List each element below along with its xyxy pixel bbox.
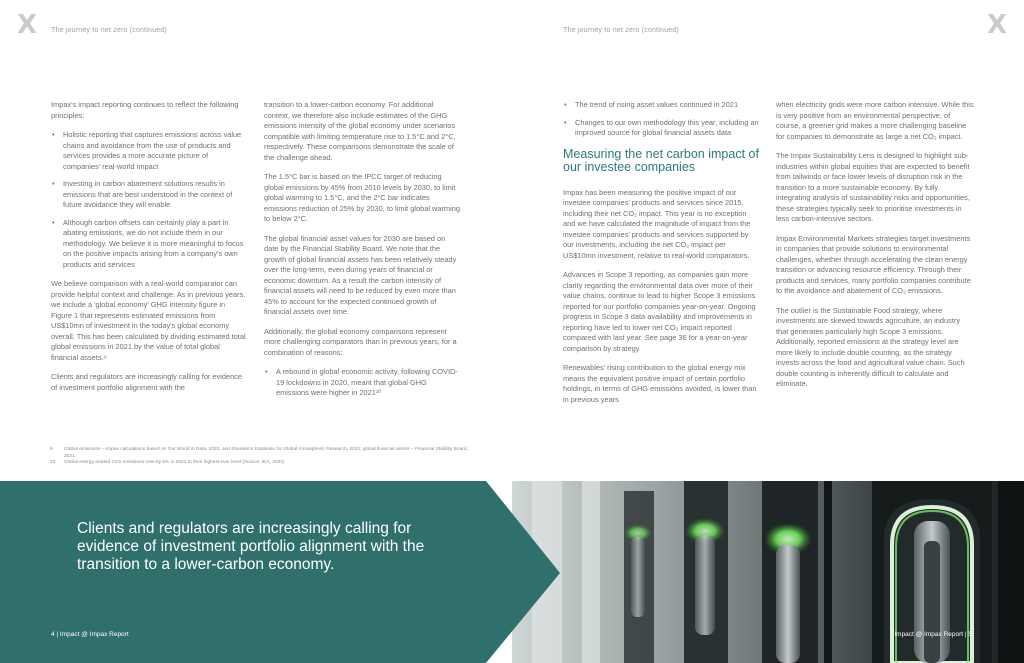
footnote-number: 10 <box>50 460 56 465</box>
page-number-right: Impact @ Impax Report | 5 <box>894 631 972 638</box>
footnote-number: 9 <box>50 447 53 452</box>
list-item: • Investing in carbon abatement solutions results in emissions that are best understood in the context of future avoidance they will enable <box>63 179 247 211</box>
impax-logo-x-icon: X <box>986 10 1007 40</box>
right-column-1 <box>563 100 759 414</box>
body-paragraph: Advances in Scope 3 reporting, as companies gain more clarity regarding the environmental data over more of their value chains, continue to lead to higher Scope 3 emissions reported for our portfolio companies year-on-year. Ongoing progress in Scope 3 data availability and improvements in reporting have led to lower net CO₂ impact reported compared with last year. See page 36 for a year-on-year comparison by strategy. <box>563 270 756 353</box>
reasons-list <box>264 367 460 399</box>
body-paragraph: transition to a lower-carbon economy. For additional context, we therefore also include estimates of the GHG emissions intensity of the global economy under scenarios compatible with limiting temperature rise to 1.5°C and 2°C, respectively. These comparisons demonstrate the scale of the challenge ahead. <box>264 100 456 162</box>
list-item: • Although carbon offsets can certainly play a part in abating emissions, we do not include them in our methodology. We believe it is more meaningful to focus on the positive impacts arising from a company's own products and services <box>63 218 247 271</box>
running-title-left: The journey to net zero (continued) <box>51 27 167 34</box>
body-paragraph: The global financial asset values for 2030 are based on date by the Financial Stability Board. We note that the growth of global financial assets has been relatively steady over the long-term, even during years of financial or economic downturn. As a result the carbon intensity of financial assets will need to be reduced by even more than 45% to account for the expected continued growth of financial assets over time. <box>264 233 457 316</box>
running-title-right: The journey to net zero (continued) <box>563 27 679 34</box>
footnote-text: Global emissions – Impax calculations based on Our World in Data, 2020, and Emissions Database for Global Atmospheric Research, 2021; global financial assets – Financial Stability Board, 2021. <box>64 447 468 459</box>
intro-paragraph: Impax's impact reporting continues to reflect the following principles: <box>51 100 239 120</box>
list-item: • Changes to our own methodology this year, including an improved source for global financial assets data <box>575 118 759 139</box>
body-paragraph: The 1.5°C bar is based on the IPCC target of reducing global emissions by 45% from 2010 levels by 2030, to limit global warming to 1.5°C, and the 2°C bar indicates emissions reduction of 25% by 2030, to limit global warming to below 2°C. <box>264 172 460 223</box>
left-column-2 <box>264 100 460 408</box>
body-paragraph: The Impax Sustainability Lens is designed to highlight sub-industries within global equities that are expected to benefit from tailwinds or face lower levels of disruption risk in the transition to a more sustainable economy. By fully integrating analysis of sustainability risks and opportunities, these strategies typically seek to prioritise investments in less carbon-intensive sectors. <box>776 151 970 223</box>
body-paragraph: Renewables' rising contribution to the global energy mix means the equivalent positive impact of certain portfolio holdings, in terms of GHG emissions avoided, is lower than in previous years <box>563 363 757 404</box>
pull-quote: Clients and regulators are increasingly calling for evidence of investment portfolio alignment with the transition to a lower-carbon economy. <box>77 520 425 573</box>
body-paragraph: Impax has been measuring the positive impact of our investee companies' products and services since 2015, including their net CO₂ impact. This year is no exception and we have calculated the magnitude of impact from the investee companies' products and services supported by our investments, including the net CO₂ impact per US$10mn investment, relative to real-world comparators. <box>563 187 751 260</box>
body-paragraph: Impax Environmental Markets strategies target investments in companies that provide solutions to environmental challenges, whether through accelerating the clean energy transition or advancing resource efficiency. Through their products and services, many portfolio companies contribute to the avoidance and abatement of CO₂ emissions. <box>776 233 971 295</box>
list-item: • The trend of rising asset values continued in 2021 <box>575 100 759 111</box>
footnote-text: Global energy-related CO2 emissions rose by 6% in 2021 to their highest ever level (Source: IEA, 2022) <box>64 460 285 465</box>
list-item: • Holistic reporting that captures emissions across value chains and avoidance from the use of products and services provides a more accurate picture of companies' real-world impact <box>63 130 247 172</box>
left-column-1 <box>51 100 247 402</box>
body-paragraph: Additionally, the global economy comparisons represent more challenging comparators than in previous years, for a combination of reasons: <box>264 326 457 357</box>
impax-logo-x-icon: X <box>17 10 38 40</box>
body-paragraph: Clients and regulators are increasingly calling for evidence of investment portfolio alignment with the <box>51 372 243 392</box>
body-paragraph: We believe comparison with a real-world comparator can provide helpful context and challenge. As in previous years, we include a 'global economy' GHG intensity figure in Figure 1 that represents estimated emissions from US$10mn of investment in the today's global economy overall. This has been calculated by dividing estimated total global emissions in 2021 by the value of total global financial assets.⁹ <box>51 279 246 362</box>
footnote <box>50 460 470 467</box>
page-number-left: 4 | Impact @ Impax Report <box>51 631 129 638</box>
principles-list <box>51 130 247 270</box>
footnote <box>50 447 470 460</box>
section-heading: Measuring the net carbon impact of our investee companies <box>563 146 759 174</box>
body-paragraph: when electricity grids were more carbon intensive. While this is very positive from an environmental perspective, of course, a greener grid makes a more challenging baseline for companies to demonstrate as large a net CO₂ impact. <box>776 100 974 141</box>
reasons-list-continued <box>563 100 759 139</box>
list-item: • A rebound in global economic activity, following COVID-19 lockdowns in 2020, meant that global GHG emissions were higher in 2021¹⁰ <box>276 367 460 399</box>
body-paragraph: The outlier is the Sustainable Food strategy, where investments are skewed towards agriculture, an industry that generates particularly high Scope 3 emissions. Additionally, reported emissions at the strategy level are more likely to include double counting, as the strategy invests across the food and agricultural value chain. Such double counting is inherently difficult to calculate and eliminate. <box>776 305 965 388</box>
right-column-2 <box>776 100 974 399</box>
footnotes <box>50 447 470 467</box>
